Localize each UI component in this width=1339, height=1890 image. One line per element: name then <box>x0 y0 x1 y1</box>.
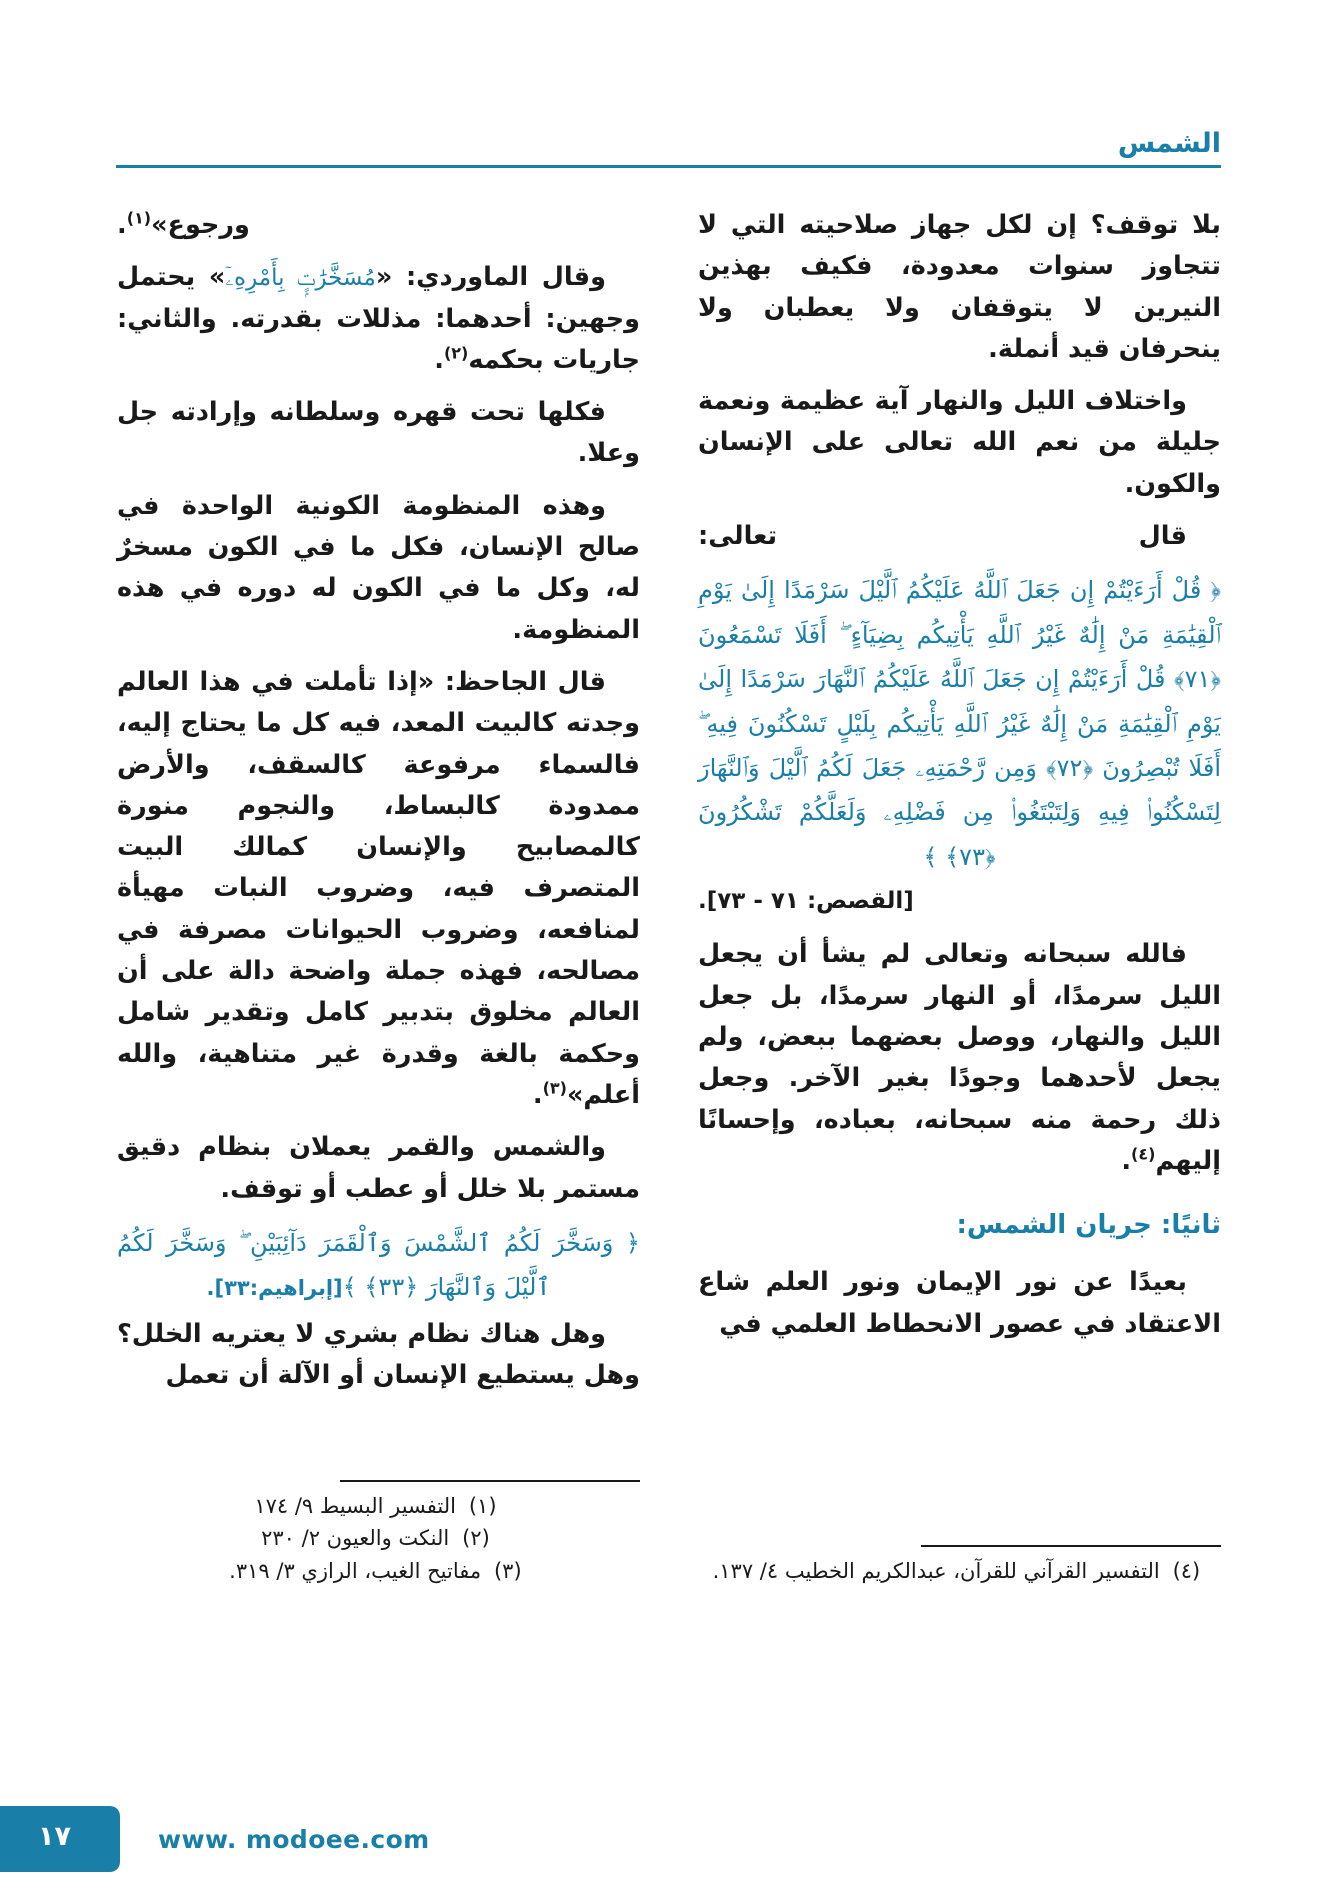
page-header <box>121 128 1221 168</box>
footnote-number: (١) <box>468 1493 497 1518</box>
quran-reference-qasas: [القصص: ٧١ - ٧٣]. <box>698 888 914 915</box>
footnote-number: (٢) <box>462 1526 490 1551</box>
footnote-item <box>117 1555 640 1588</box>
paragraph-left-4-text: فالله سبحانه وتعالى لم يشأ أن يجعل الليل سرمدًا، أو النهار سرمدًا، بل جعل الليل والنهار، ووصل بعضهما ببعض، ولم يجعل لأحدهما وجودًا بغير الآخر. وجعل ذلك رحمة منه سبحانه، بعباده، وإحسانًا إليهم <box>698 939 1221 1176</box>
page-footer <box>0 1780 1339 1890</box>
paragraph-right-5-text: قال الجاحظ: «إذا تأملت في هذا العالم وجدته كالبيت المعد، فيه كل ما يحتاج إليه، فالسماء مرفوعة كالسقف، والأرض ممدودة كالبساط، والنجوم منورة كالمصابيح والإنسان كمالك البيت المتصرف فيه، وضروب النبات مهيأة لمنافعه، وضروب الحيوانات مصرفة في مصالحه، فهذه جملة واضحة دالة على أن العالم مخلوق بتدبير كامل وتقدير شامل وحكمة بالغة وقدرة غير متناهية، والله أعلم» <box>117 666 640 1110</box>
paragraph-right-6: والشمس والقمر يعملان بنظام دقيق مستمر بلا خلل أو عطب أو توقف. <box>117 1132 640 1204</box>
paragraph-right-2-post: » يحتمل وجهين: أحدهما: مذللات بقدرته. والثاني: جاريات بحكمه <box>117 262 640 375</box>
footnote-text: النكت والعيون ٢/ ٢٣٠ <box>261 1526 450 1551</box>
quran-reference-ibrahim: [إبراهيم:٣٣]. <box>206 1276 343 1301</box>
paragraph-left-4-tail: . <box>1121 1145 1132 1176</box>
footnotes-right <box>117 1480 640 1587</box>
quran-verse-ibrahim-text: ﴿ وَسَخَّرَ لَكُمُ ٱلشَّمْسَ وَٱلْقَمَرَ دَآئِبَيْنِ ۖ وَسَخَّرَ لَكُمُ ٱلَّيْلَ وَٱلنَّهَارَ ﴿٣٣﴾ ﴾ <box>117 1228 640 1302</box>
paragraph-right-2-tail: . <box>434 344 444 375</box>
paragraph-left-4 <box>698 934 1221 1182</box>
subheading-second-topic: ثانيًا: جريان الشمس: <box>956 1210 1221 1241</box>
quran-verse-qasas: ﴿ قُلْ أَرَءَيْتُمْ إِن جَعَلَ ٱللَّهُ عَلَيْكُمُ ٱلَّيْلَ سَرْمَدًا إِلَىٰ يَوْمِ ٱلْقِيَٰمَةِ مَنْ إِلَٰهٌ غَيْرُ ٱللَّهِ يَأْتِيكُم بِضِيَآءٍ ۖ أَفَلَا تَسْمَعُونَ ﴿٧١﴾ قُلْ أَرَءَيْتُمْ إِن جَعَلَ ٱللَّهُ عَلَيْكُمُ ٱلنَّهَارَ سَرْمَدًا إِلَىٰ يَوْمِ ٱلْقِيَٰمَةِ مَنْ إِلَٰهٌ غَيْرُ ٱللَّهِ يَأْتِيكُم بِلَيْلٍ تَسْكُنُونَ فِيهِ ۖ أَفَلَا تُبْصِرُونَ ﴿٧٢﴾ وَمِن رَّحْمَتِهِۦ جَعَلَ لَكُمُ ٱلَّيْلَ وَٱلنَّهَارَ لِتَسْكُنُوا۟ فِيهِ وَلِتَبْتَغُوا۟ مِن فَضْلِهِۦ وَلَعَلَّكُمْ تَشْكُرُونَ ﴿٧٣﴾ ﴾ <box>698 576 1221 871</box>
paragraph-left-1: بلا توقف؟ إن لكل جهاز صلاحيته التي لا تتجاوز سنوات معدودة، فكيف بهذين النيرين لا يتوقفان ولا يعطبان ولا ينحرفان قيد أنملة. <box>698 210 1221 364</box>
quran-verse-ibrahim <box>117 1221 640 1310</box>
paragraph-right-1-tail: . <box>117 210 127 240</box>
footnote-item <box>117 1490 640 1523</box>
paragraph-left-2: واختلاف الليل والنهار آية عظيمة ونعمة جليلة من نعم الله تعالى على الإنسان والكون. <box>698 386 1221 499</box>
paragraph-left-5: بعيدًا عن نور الإيمان ونور العلم شاع الاعتقاد في عصور الانحطاط العلمي في <box>698 1267 1221 1339</box>
footnote-divider-left <box>921 1545 1221 1547</box>
footnote-number: (٤) <box>1172 1558 1201 1583</box>
footnote-item <box>698 1555 1221 1588</box>
paragraph-right-1 <box>117 205 640 246</box>
footnote-number: (٣) <box>493 1558 522 1583</box>
paragraph-right-5 <box>117 662 640 1116</box>
paragraph-left-3: قال تعالى: <box>698 521 1187 552</box>
footnote-text: التفسير القرآني للقرآن، عبدالكريم الخطيب ٤/ ١٣٧. <box>712 1558 1160 1583</box>
page-title: الشمس <box>1117 128 1221 159</box>
paragraph-right-2-pre: وقال الماوردي: « <box>375 262 606 293</box>
footnote-marker-1: (١) <box>126 208 152 228</box>
footnote-divider-right <box>340 1480 640 1482</box>
column-right <box>117 205 640 1587</box>
footnote-marker-2: (٢) <box>443 343 469 363</box>
footnotes-left <box>698 1545 1221 1587</box>
footnote-marker-3: (٣) <box>542 1078 567 1098</box>
column-left <box>698 205 1221 1587</box>
footnote-marker-4: (٤) <box>1131 1144 1156 1164</box>
paragraph-right-5-tail: . <box>532 1079 543 1110</box>
footnote-item <box>117 1522 640 1555</box>
footnote-text: مفاتيح الغيب، الرازي ٣/ ٣١٩. <box>229 1558 482 1583</box>
footnote-text: التفسير البسيط ٩/ ١٧٤ <box>254 1493 456 1518</box>
quran-inline-musakhkharat: مُسَخَّرَٰتٍۭ بِأَمْرِهِۦٓ <box>225 265 376 292</box>
paragraph-right-4: وهذه المنظومة الكونية الواحدة في صالح الإنسان، فكل ما في الكون مسخرٌ له، وكل ما في الكون له دوره في هذه المنظومة. <box>117 490 640 645</box>
paragraph-right-7: وهل هناك نظام بشري لا يعتريه الخلل؟ وهل يستطيع الإنسان أو الآلة أن تعمل <box>117 1318 640 1390</box>
paragraph-right-3: فكلها تحت قهره وسلطانه وإرادته جل وعلا. <box>117 397 640 469</box>
paragraph-right-1-text: ورجوع» <box>151 210 250 240</box>
page-columns <box>116 205 1221 1587</box>
header-divider <box>116 165 1221 168</box>
site-url[interactable]: www. modoee.com <box>158 1825 430 1854</box>
paragraph-right-2 <box>117 257 640 381</box>
page-number: ١٧ <box>38 1821 71 1852</box>
